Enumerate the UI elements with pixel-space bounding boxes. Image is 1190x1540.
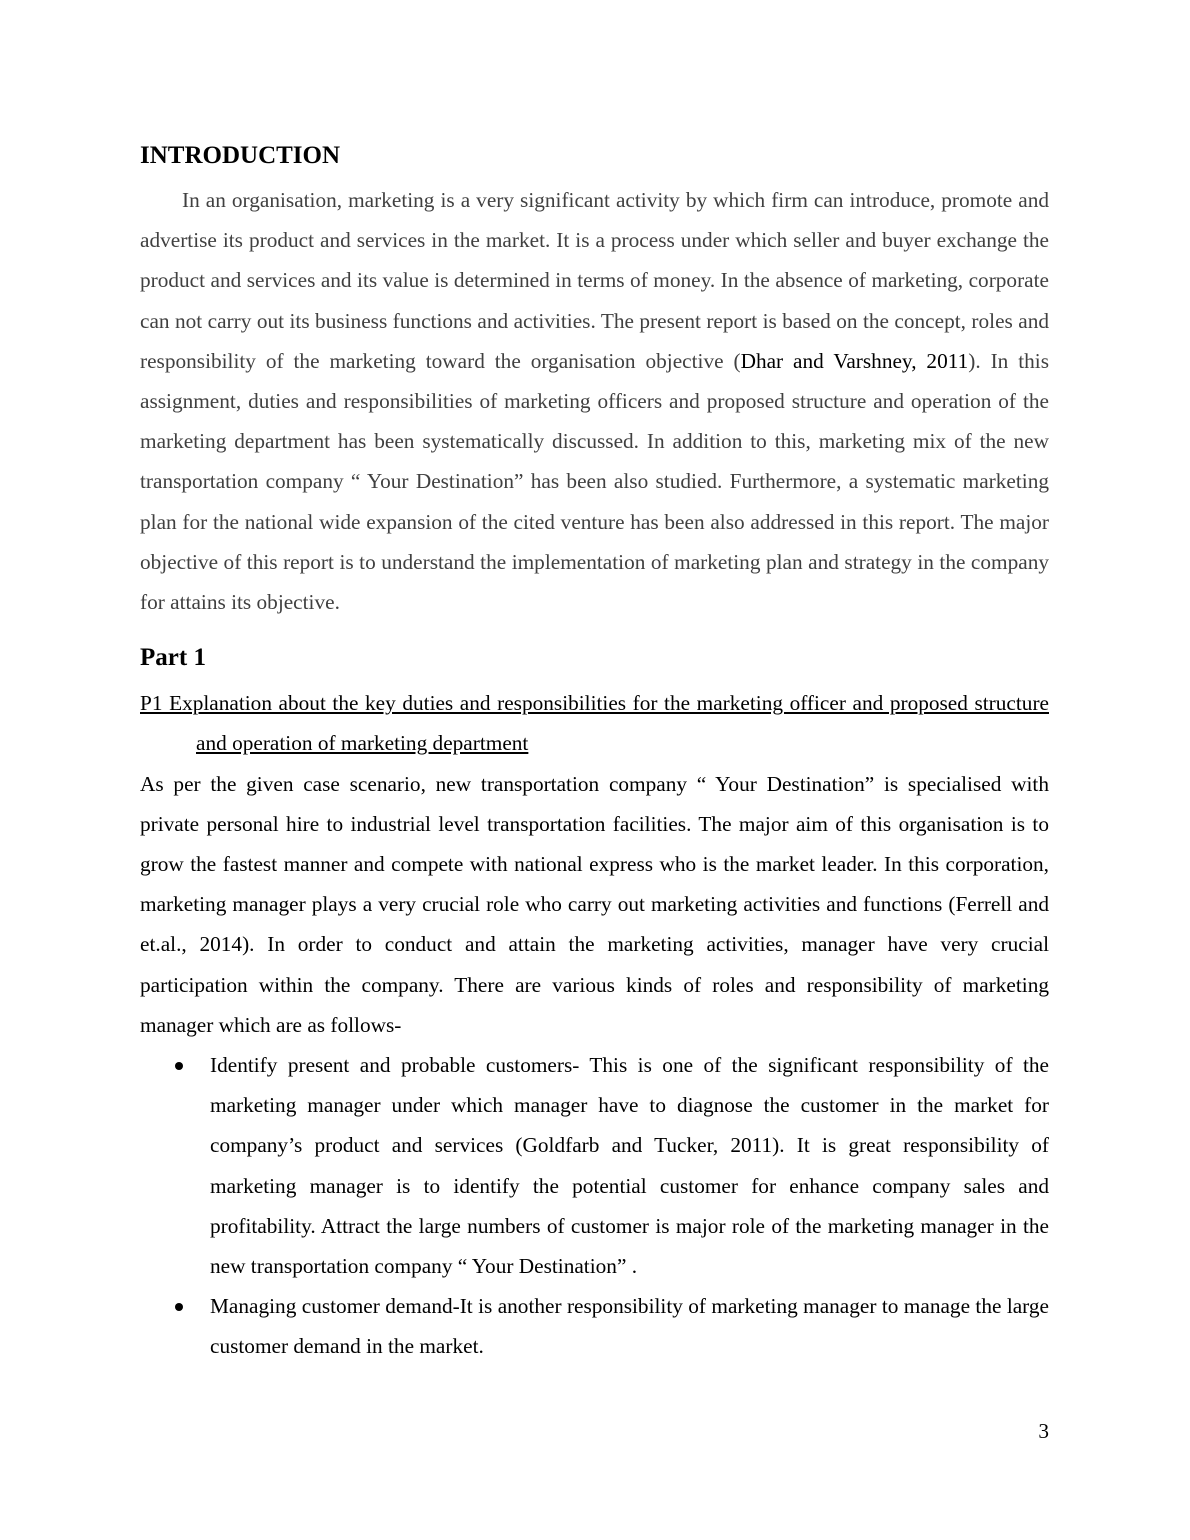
list-item-text: Identify present and probable customers- This is one of the significant responsibility of the marketing manager under which manager have to diagnose the customer in the market for company’s product and services (Goldfarb and Tucker, 2011). It is great responsibility of marketing manager is to identify the potential customer for enhance company sales and profitability. Attract the large numbers of customer is major role of the marketing manager in the new transportation company “ Your Destination” .	[210, 1053, 1049, 1279]
intro-citation: Dhar and Varshney, 2011	[740, 348, 969, 373]
responsibilities-list	[140, 1045, 1049, 1367]
intro-text-part-2: ). In this assignment, duties and responsibilities of marketing officers and proposed structure and operation of the marketing department has been systematically discussed. In addition to this, marketing mix of the new transportation company “ Your Destination” has been also studied. Furthermore, a systematic marketing plan for the national wide expansion of the cited venture has been also addressed in this report. The major objective of this report is to understand the implementation of marketing plan and strategy in the company for attains its objective.	[140, 348, 1050, 615]
bullet-icon	[175, 1062, 183, 1070]
list-item	[140, 1286, 1049, 1366]
page-number: 3	[1038, 1419, 1049, 1443]
part-1-paragraph: As per the given case scenario, new transportation company “ Your Destination” is specialised with private personal hire to industrial level transportation facilities. The major aim of this organisation is to grow the fastest manner and compete with national express who is the market leader. In this corporation, marketing manager plays a very crucial role who carry out marketing activities and functions (Ferrell and et.al., 2014). In order to conduct and attain the marketing activities, manager have very crucial participation within the company. There are various kinds of roles and responsibility of marketing manager which are as follows-	[140, 771, 1049, 1037]
part-1-heading: Part 1	[140, 644, 206, 672]
list-item-text: Managing customer demand-It is another responsibility of marketing manager to manage the large customer demand in the market.	[210, 1294, 1049, 1359]
bullet-icon	[175, 1303, 183, 1311]
document-page	[140, 138, 1049, 1367]
p1-subheading	[140, 683, 1049, 763]
introduction-heading: INTRODUCTION	[140, 142, 341, 169]
list-item	[140, 1045, 1049, 1286]
intro-text-part-1: In an organisation, marketing is a very significant activity by which firm can introduce, promote and advertise its product and services in the market. It is a process under which seller and buyer exchange the product and services and its value is determined in terms of money. In the absence of marketing, corporate can not carry out its business functions and activities. The present report is based on the concept, roles and responsibility of the marketing toward the organisation objective (	[140, 188, 1049, 373]
p1-subheading-text: P1 Explanation about the key duties and responsibilities for the marketing officer and proposed structure and operation of marketing department	[140, 691, 1049, 756]
introduction-paragraph	[140, 180, 1049, 622]
